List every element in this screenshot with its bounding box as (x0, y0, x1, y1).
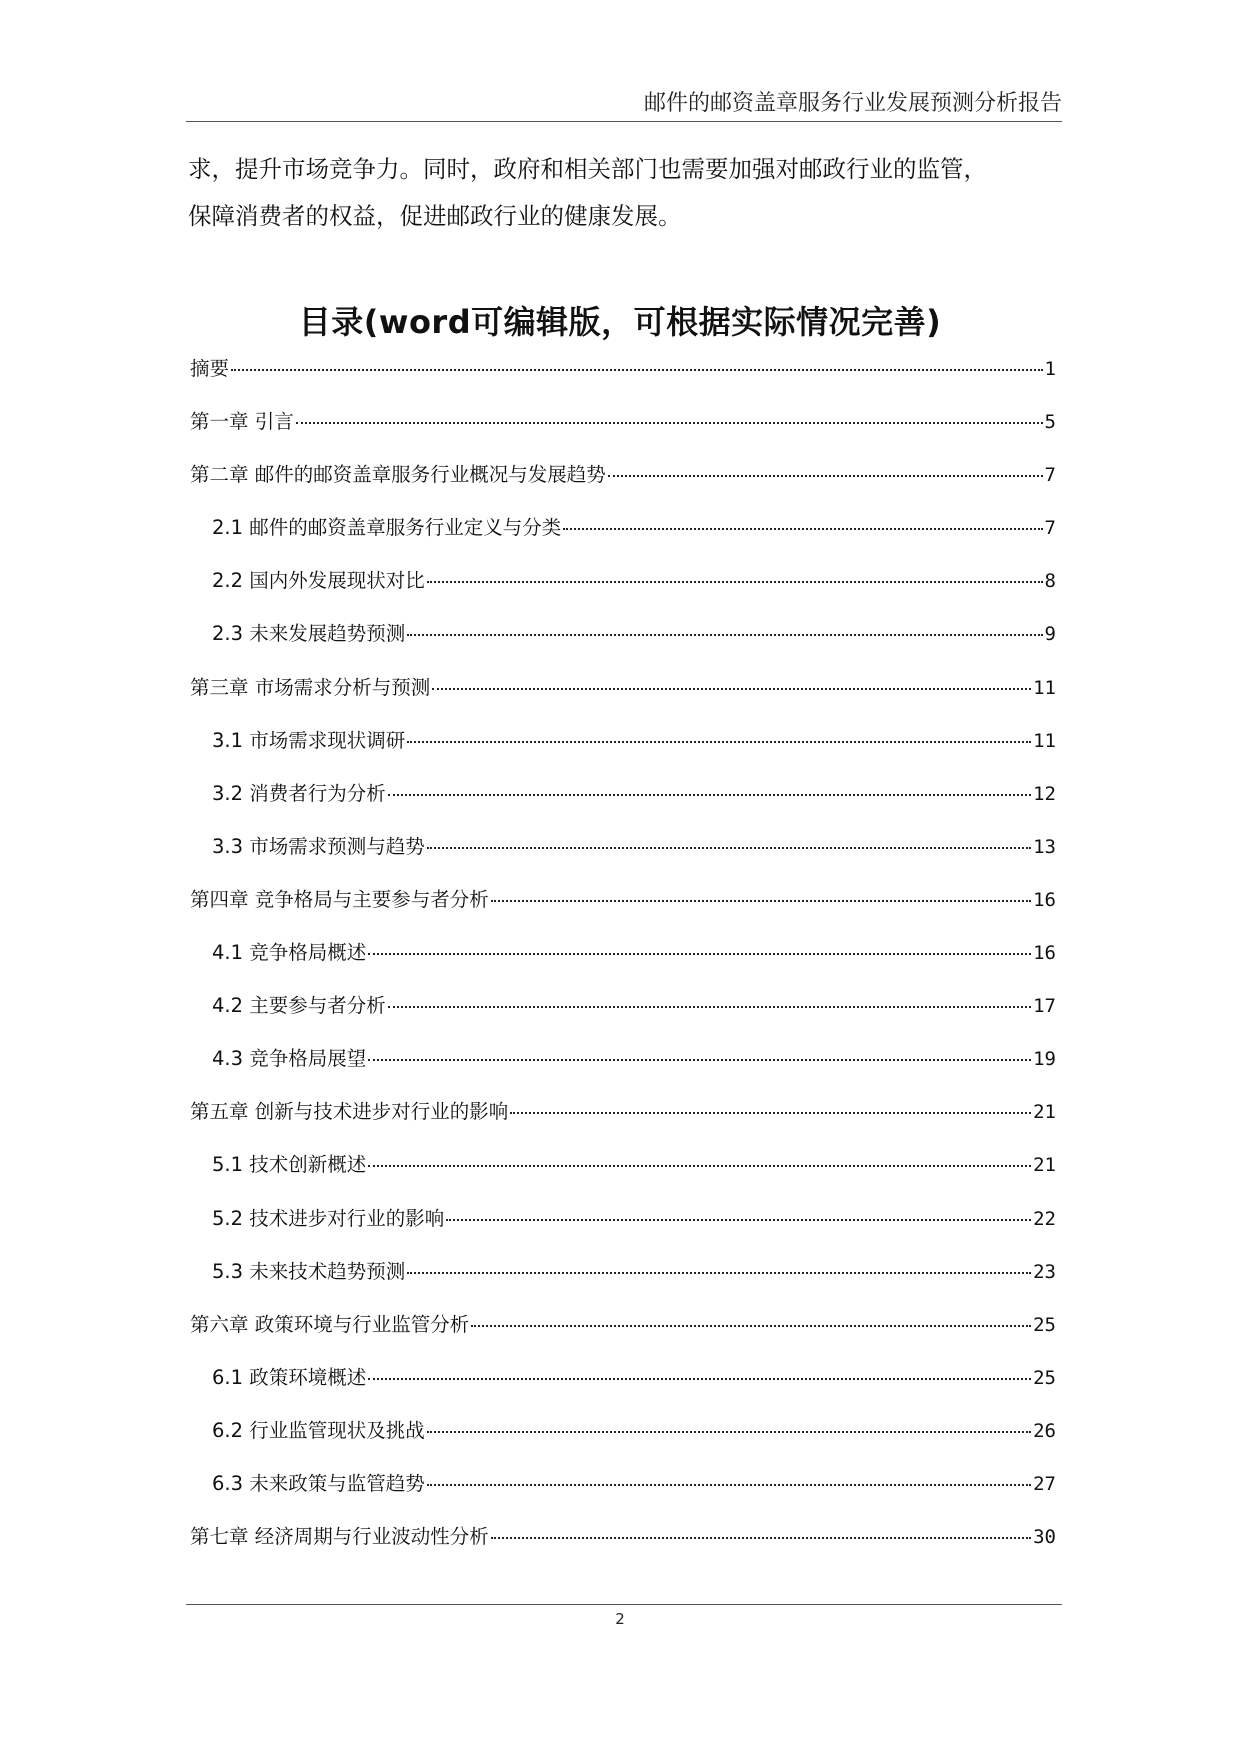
toc-entry[interactable] (190, 1256, 1056, 1309)
toc-entry[interactable] (190, 406, 1056, 459)
toc-entry-label: 4.2 主要参与者分析 (212, 994, 386, 1018)
toc-entry[interactable] (190, 1521, 1056, 1574)
toc-entry-page: 16 (1033, 888, 1056, 911)
toc-entry-label: 5.3 未来技术趋势预测 (212, 1259, 406, 1283)
toc-entry-page: 16 (1033, 942, 1056, 965)
toc-entry-label: 第七章 经济周期与行业波动性分析 (190, 1525, 489, 1549)
toc-entry[interactable] (190, 565, 1056, 618)
toc-entry[interactable] (190, 1362, 1056, 1415)
toc-entry-page: 22 (1033, 1207, 1056, 1230)
toc-entry[interactable] (190, 1415, 1056, 1468)
intro-paragraph (188, 146, 1068, 240)
toc-entry[interactable] (190, 1149, 1056, 1202)
page-number: 2 (615, 1610, 625, 1628)
toc-leader-dots (296, 422, 1043, 424)
toc-entry-page: 7 (1044, 464, 1056, 487)
toc-entry-page: 8 (1044, 570, 1056, 593)
toc-entry-label: 第六章 政策环境与行业监管分析 (190, 1312, 470, 1336)
toc-leader-dots (427, 1431, 1031, 1433)
toc-entry[interactable] (190, 1203, 1056, 1256)
toc-entry-page: 9 (1044, 623, 1056, 646)
footer-divider (186, 1604, 1062, 1605)
toc-entry[interactable] (190, 672, 1056, 725)
toc-entry-label: 4.3 竞争格局展望 (212, 1047, 367, 1071)
toc-entry-label: 6.2 行业监管现状及挑战 (212, 1418, 425, 1442)
toc-entry-page: 25 (1033, 1366, 1056, 1389)
toc-entry-page: 21 (1033, 1154, 1056, 1177)
toc-entry-page: 25 (1033, 1313, 1056, 1336)
toc-entry-label: 第五章 创新与技术进步对行业的影响 (190, 1100, 509, 1124)
toc-entry[interactable] (190, 1043, 1056, 1096)
toc-entry[interactable] (190, 459, 1056, 512)
toc-entry-label: 6.3 未来政策与监管趋势 (212, 1471, 425, 1495)
toc-entry-label: 5.2 技术进步对行业的影响 (212, 1206, 445, 1230)
toc-entry-label: 第一章 引言 (190, 410, 294, 434)
toc-leader-dots (427, 1484, 1031, 1486)
toc-entry-page: 11 (1033, 676, 1056, 699)
toc-leader-dots (388, 794, 1031, 796)
intro-line: 保障消费者的权益，促进邮政行业的健康发展。 (188, 202, 682, 230)
toc-entry-label: 5.1 技术创新概述 (212, 1153, 367, 1177)
toc-title: 目录(word可编辑版，可根据实际情况完善) (298, 303, 942, 341)
toc-entry-label: 摘要 (190, 357, 230, 380)
intro-line: 求，提升市场竞争力。同时，政府和相关部门也需要加强对邮政行业的监管， (188, 155, 987, 183)
toc-entry[interactable] (190, 831, 1056, 884)
table-of-contents (190, 353, 1056, 1574)
toc-leader-dots (388, 1006, 1031, 1008)
toc-leader-dots (407, 741, 1031, 743)
toc-leader-dots (427, 581, 1043, 583)
toc-entry[interactable] (190, 778, 1056, 831)
toc-entry-label: 6.1 政策环境概述 (212, 1365, 367, 1389)
toc-leader-dots (407, 1272, 1031, 1274)
toc-entry-page: 1 (1044, 358, 1056, 380)
toc-entry[interactable] (190, 884, 1056, 937)
toc-entry-label: 3.1 市场需求现状调研 (212, 728, 406, 752)
toc-leader-dots (368, 1378, 1031, 1380)
toc-entry[interactable] (190, 937, 1056, 990)
toc-entry-page: 17 (1033, 995, 1056, 1018)
toc-entry[interactable] (190, 512, 1056, 565)
toc-entry-label: 第三章 市场需求分析与预测 (190, 675, 431, 699)
toc-leader-dots (368, 953, 1031, 955)
running-header-title: 邮件的邮资盖章服务行业发展预测分析报告 (643, 91, 1062, 116)
toc-leader-dots (231, 369, 1043, 371)
toc-entry[interactable] (190, 618, 1056, 671)
toc-leader-dots (446, 1219, 1031, 1221)
toc-leader-dots (427, 847, 1031, 849)
toc-entry-page: 23 (1033, 1260, 1056, 1283)
toc-entry-label: 第二章 邮件的邮资盖章服务行业概况与发展趋势 (190, 463, 606, 487)
toc-entry-page: 19 (1033, 1048, 1056, 1071)
toc-entry-page: 11 (1033, 729, 1056, 752)
toc-entry[interactable] (190, 725, 1056, 778)
toc-leader-dots (491, 900, 1031, 902)
toc-entry[interactable] (190, 990, 1056, 1043)
toc-entry-label: 4.1 竞争格局概述 (212, 941, 367, 965)
toc-entry-label: 2.1 邮件的邮资盖章服务行业定义与分类 (212, 516, 562, 540)
toc-leader-dots (368, 1165, 1031, 1167)
toc-leader-dots (407, 634, 1042, 636)
toc-entry[interactable] (190, 1309, 1056, 1362)
toc-entry[interactable] (190, 353, 1056, 406)
toc-entry-label: 第四章 竞争格局与主要参与者分析 (190, 887, 489, 911)
toc-entry-page: 26 (1033, 1419, 1056, 1442)
toc-entry-label: 3.3 市场需求预测与趋势 (212, 834, 425, 858)
toc-entry-label: 2.3 未来发展趋势预测 (212, 622, 406, 646)
toc-entry[interactable] (190, 1096, 1056, 1149)
toc-leader-dots (368, 1059, 1031, 1061)
toc-entry-page: 7 (1044, 517, 1056, 540)
toc-entry-page: 27 (1033, 1472, 1056, 1495)
header-divider (186, 121, 1062, 122)
toc-entry-page: 13 (1033, 835, 1056, 858)
toc-entry-label: 2.2 国内外发展现状对比 (212, 569, 425, 593)
toc-entry-page: 30 (1033, 1526, 1056, 1549)
toc-leader-dots (491, 1537, 1031, 1539)
toc-leader-dots (432, 688, 1031, 690)
toc-leader-dots (471, 1325, 1031, 1327)
toc-leader-dots (510, 1112, 1031, 1114)
toc-entry-page: 5 (1044, 411, 1056, 434)
toc-entry[interactable] (190, 1468, 1056, 1521)
toc-entry-page: 21 (1033, 1101, 1056, 1124)
toc-entry-label: 3.2 消费者行为分析 (212, 781, 386, 805)
toc-leader-dots (563, 528, 1042, 530)
toc-leader-dots (608, 475, 1043, 477)
toc-entry-page: 12 (1033, 782, 1056, 805)
